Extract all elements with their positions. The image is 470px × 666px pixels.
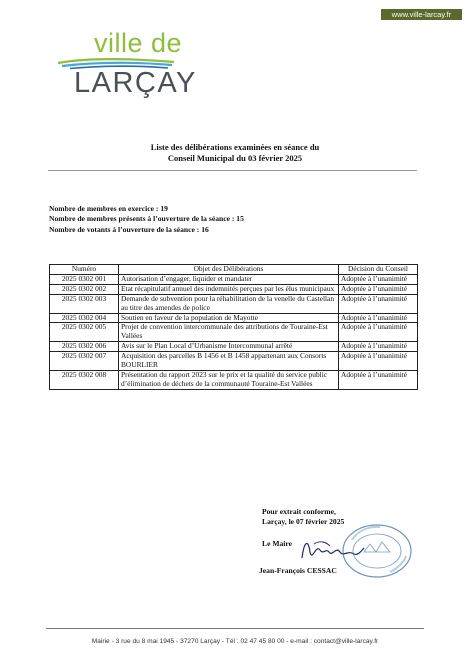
table-row (50, 342, 418, 352)
certification-line: Pour extrait conforme, (262, 507, 336, 516)
table-row (50, 352, 418, 371)
members-present: Nombre de membres présents à l’ouverture de la séance : 15 (49, 214, 244, 224)
row-decision: Adoptée à l’unanimité (339, 274, 418, 284)
row-decision: Adoptée à l’unanimité (339, 370, 418, 389)
row-number: 2025 0302 001 (50, 274, 119, 284)
row-subject: Soutien en faveur de la population de Mayotte (119, 313, 339, 323)
mayor-label: Le Maire (262, 539, 293, 548)
footer-divider (46, 628, 424, 629)
title-line-2: Conseil Municipal du 03 février 2025 (167, 152, 303, 163)
table-row (50, 313, 418, 323)
members-in-office: Nombre de membres en exercice : 19 (49, 204, 168, 213)
header-decision: Décision du Conseil (339, 265, 418, 275)
place-date-line: Larçay, le 07 février 2025 (262, 517, 345, 526)
row-number: 2025 0302 002 (50, 284, 119, 294)
row-subject: Présentation du rapport 2023 sur le prix et la qualité du service public d’élimination de déchets de la communauté Touraine-Est Vallées (119, 370, 339, 389)
table-row (50, 294, 418, 313)
town-logo (56, 28, 197, 100)
website-badge: www.ville-larcay.fr (381, 9, 462, 20)
row-subject: Acquisition des parcelles B 1456 et B 1458 appartenant aux Consorts BOURLIER (119, 352, 339, 371)
mayor-name: Jean-François CESSAC (259, 566, 337, 575)
row-number: 2025 0302 003 (50, 294, 119, 313)
row-subject: Projet de convention intercommunale des attributions de Touraine-Est Vallées (119, 323, 339, 342)
row-subject: Etat récapitulatif annuel des indemnités perçues par les élus municipaux (119, 284, 339, 294)
header-objet: Objet des Délibérations (119, 265, 339, 275)
document-title (0, 142, 470, 163)
row-number: 2025 0302 004 (50, 313, 119, 323)
table-row (50, 323, 418, 342)
row-decision: Adoptée à l’unanimité (339, 294, 418, 313)
row-decision: Adoptée à l’unanimité (339, 342, 418, 352)
table-header-row (50, 265, 418, 275)
row-decision: Adoptée à l’unanimité (339, 323, 418, 342)
row-decision: Adoptée à l’unanimité (339, 352, 418, 371)
row-number: 2025 0302 008 (50, 370, 119, 389)
logo-text-ville: ville de (94, 28, 183, 58)
row-number: 2025 0302 006 (50, 342, 119, 352)
official-stamp (340, 522, 414, 580)
attendance-stats (49, 204, 244, 235)
voters-count: Nombre de votants à l’ouverture de la séance : 16 (49, 224, 209, 234)
footer-address: Mairie - 3 rue du 8 mai 1945 - 37270 Larçay - Tél : 02 47 45 80 00 - e-mail : contact@ville-larcay.fr (91, 638, 379, 645)
title-line-1: Liste des délibérations examinées en séance du (150, 142, 320, 152)
row-number: 2025 0302 005 (50, 323, 119, 342)
table-row (50, 370, 418, 389)
divider (48, 170, 417, 171)
deliberations-table (49, 264, 418, 390)
table-row (50, 274, 418, 284)
table-row (50, 284, 418, 294)
row-decision: Adoptée à l’unanimité (339, 284, 418, 294)
logo-text-larcay: LARÇAY (74, 67, 197, 99)
row-subject: Demande de subvention pour la réhabilitation de la venelle du Castellan au titre des amendes de police (119, 294, 339, 313)
certification-block (262, 507, 344, 527)
row-subject: Autorisation d’engager, liquider et mandater (119, 274, 339, 284)
header-numero: Numéro (50, 265, 119, 275)
row-subject: Avis sur le Plan Local d’Urbanisme Intercommunal arrêté (119, 342, 339, 352)
row-decision: Adoptée à l’unanimité (339, 313, 418, 323)
row-number: 2025 0302 007 (50, 352, 119, 371)
